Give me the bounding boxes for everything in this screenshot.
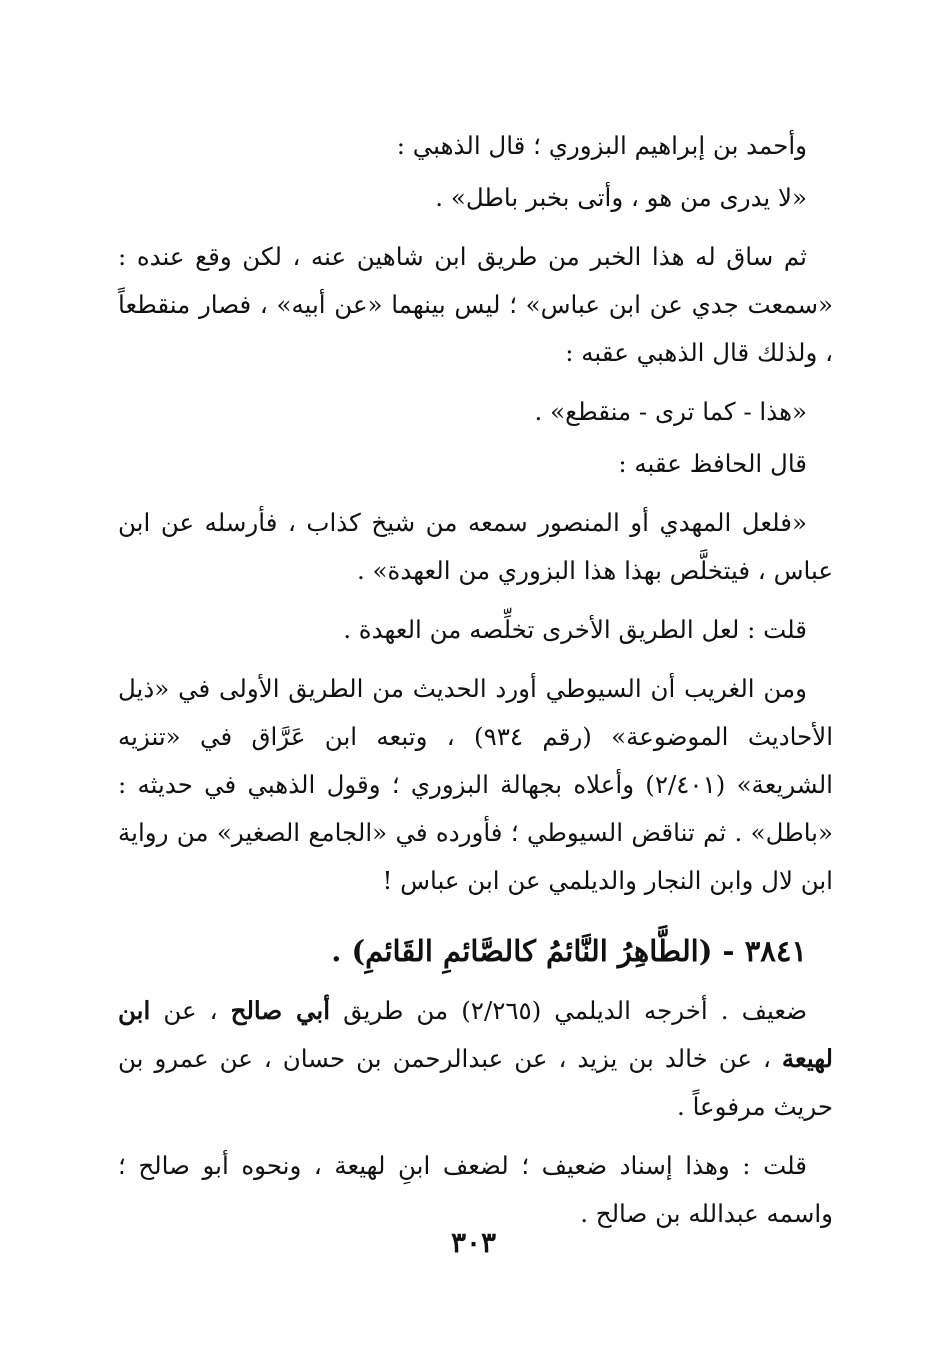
paragraph: ومن الغريب أن السيوطي أورد الحديث من الطريق الأولى في «ذيل الأحاديث الموضوعة» (رقم ٩٣٤) ، وتبعه ابن عَرَّاق في «تنزيه الشريعة» (٢/٤٠١) وأعلاه بجهالة البزوري ؛ وقول الذهبي في حديثه : «باطل» . ثم تناقض السيوطي ؛ فأورده في «الجامع الصغير» من رواية ابن لال وابن النجار والديلمي عن ابن عباس !: [118, 674, 833, 895]
paragraph: قلت : وهذا إسناد ضعيف ؛ لضعف ابنِ لهيعة ، ونحوه أبو صالح ؛ واسمه عبدالله بن صالح .: [118, 1151, 833, 1228]
paragraph: وأحمد بن إبراهيم البزوري ؛ قال الذهبي :: [396, 131, 807, 160]
paragraph: ثم ساق له هذا الخبر من طريق ابن شاهين عنه ، لكن وقع عنده : «سمعت جدي عن ابن عباس» ؛ ليس بينهما «عن أبيه» ، فصار منقطعاً ، ولذلك قال الذهبي عقبه :: [118, 242, 833, 367]
narrator-name: أبي صالح: [230, 996, 331, 1025]
narrator-name: ابن لهيعة: [118, 996, 833, 1073]
paragraph: قال الحافظ عقبه :: [618, 449, 807, 478]
text-span: ، عن خالد بن يزيد ، عن عبدالرحمن بن حسان ، عن عمرو بن حريث مرفوعاً .: [118, 1044, 833, 1121]
quote-paragraph: «فلعل المهدي أو المنصور سمعه من شيخ كذاب ، فأرسله عن ابن عباس ، فيتخلَّص بهذا هذا البزوري من العهدة» .: [118, 508, 833, 585]
quote-paragraph: «هذا - كما ترى - منقطع» .: [534, 397, 807, 426]
hadith-title: ٣٨٤١ - (الطَّاهِرُ النَّائمُ كالصَّائمِ القَائمِ) .: [331, 934, 807, 968]
paragraph: قلت : لعل الطريق الأخرى تخلِّصه من العهدة .: [343, 615, 807, 644]
text-span: ، عن: [150, 996, 231, 1025]
quote-paragraph: «لا يدرى من هو ، وأتى بخبر باطل» .: [435, 183, 807, 212]
page-body: [118, 122, 833, 1249]
text-span: ضعيف . أخرجه الديلمي (٢/٢٦٥) من طريق: [330, 996, 808, 1025]
page-number: ٣٠٣: [450, 1226, 497, 1259]
takhrij-paragraph: [118, 987, 833, 1131]
